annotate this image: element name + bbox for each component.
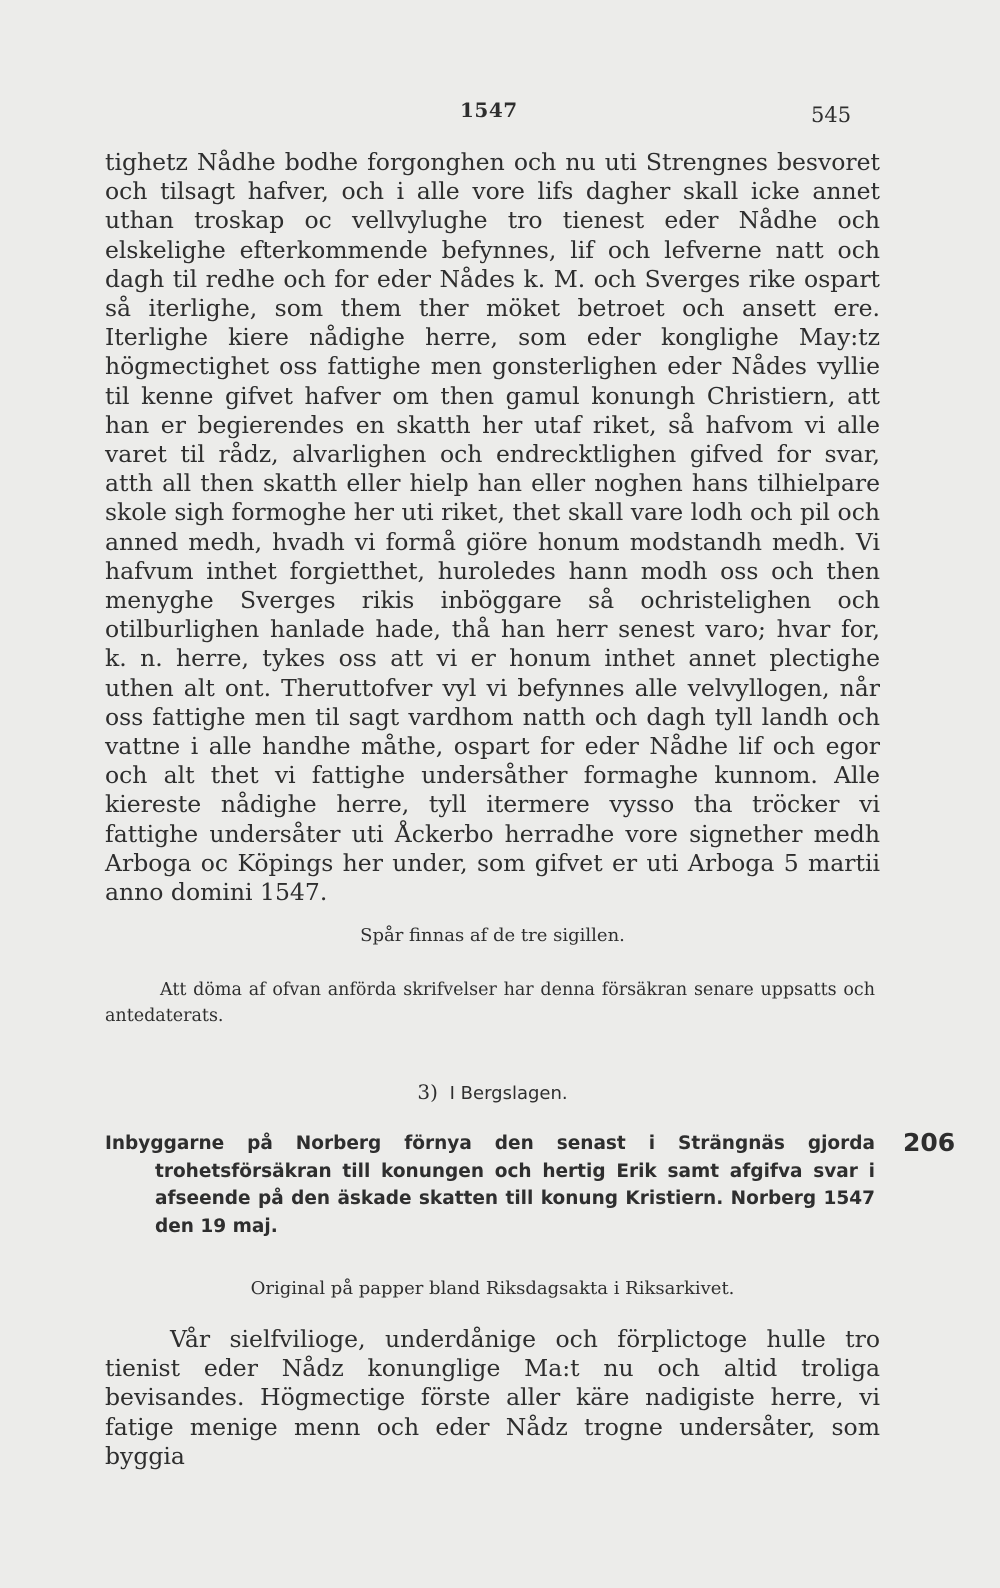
source-note: Original på papper bland Riksdagsakta i Riksarkivet. bbox=[250, 1278, 735, 1299]
document-summary: Inbyggarne på Norberg förnya den senast i Strängnäs gjorda trohetsförsäkran till konungen och hertig Erik samt afgifva svar i afseende på den äskade skatten till konung Kristiern. Norberg 1547 den 19 maj. bbox=[105, 1133, 875, 1237]
document-number: 206 bbox=[903, 1128, 956, 1157]
letter-body-continued bbox=[105, 148, 888, 907]
letter-body-text: Vår sielfvilioge, underdånige och förplictoge hulle tro tienist eder Nådz konunglige Ma:t nu och altid troliga bevisandes. Högmectige förste aller käre nadigiste herre, vi fatige menige menn och eder Nådz trogne undersåter, som byggia bbox=[105, 1325, 888, 1470]
editorial-remark: Att döma af ofvan anförda skrifvelser har denna försäkran senare uppsatts och antedaterats. bbox=[105, 980, 875, 1026]
letter-body-start bbox=[105, 1325, 888, 1471]
letter-body-text: tighetz Nådhe bodhe forgonghen och nu uti Strengnes besvoret och tilsagt hafver, och i alle vore lifs dagher skall icke annet uthan troskap oc vellvylughe tro tienest eder Nådhe och elskelighe efterkommende befynnes, lif och lefverne natt och dagh til redhe och for eder Nådes k. M. och Sverges rike ospart så iterlighe, som them ther möket betroet och ansett ere. Iterlighe kiere nådighe herre, som eder konglighe May:tz högmectighet oss fattighe men gonsterlighen eder Nådes vyllie til kenne gifvet hafver om then gamul konungh Christiern, att han er begierendes en skatth her utaf riket, så hafvom vi alle varet til rådz, alvarlighen och endrecktlighen gifved for svar, atth all then skatth eller hielp han eller noghen hans tilhielpare skole sigh formoghe her uti riket, thet skall vare lodh och pil och anned medh, hvadh vi formå giöre honum modstandh medh. Vi hafvum inthet forgietthet, huroledes hann modh oss och then menyghe Sverges rikis inböggare så ochristelighen och otilburlighen hanlade hade, thå han herr senest varo; hvar for, k. n. herre, tykes oss att vi er honum inthet annet plectighe uthen alt ont. Theruttofver vyl vi befynnes alle velvyllogen, når oss fattighe men til sagt vardhom natth och dagh tyll landh och vattne i alle handhe måthe, ospart for eder Nådhe lif och egor och alt thet vi fattighe undersåther formaghe kunnom. Alle kiereste nådighe herre, tyll itermere vysso tha tröcker vi fattighe undersåter uti Åckerbo herradhe vore signether medh Arboga oc Köpings her under, som gifvet er uti Arboga 5 martii anno domini 1547. bbox=[105, 148, 888, 907]
section-title: I Bergslagen. bbox=[449, 1083, 568, 1104]
section-number: 3) bbox=[417, 1080, 438, 1104]
page-number: 545 bbox=[811, 103, 852, 127]
running-header-year: 1547 bbox=[460, 98, 518, 122]
seal-note: Spår finnas af de tre sigillen. bbox=[360, 925, 625, 946]
section-heading bbox=[105, 1080, 880, 1104]
